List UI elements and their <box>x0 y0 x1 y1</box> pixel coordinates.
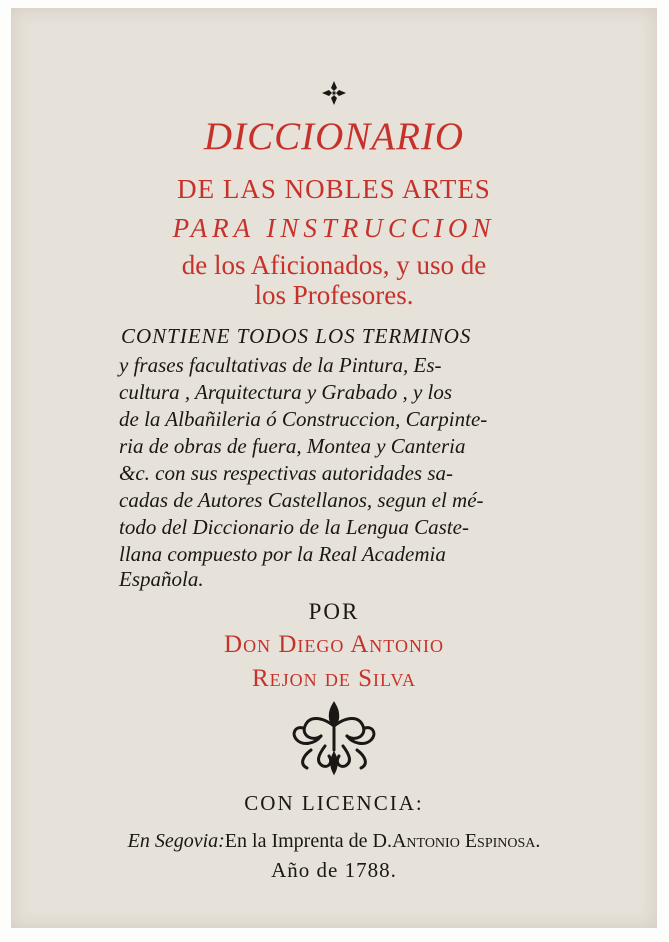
contents-line: llana compuesto por la Real Academia <box>119 542 446 566</box>
title-line-4: los Profesores. <box>254 280 414 310</box>
contents-line: y frases facultativas de la Pintura, Es- <box>119 353 442 377</box>
contents-line: todo del Diccionario de la Lengua Caste- <box>119 515 469 539</box>
contents-line: cultura , Arquitectura y Grabado , y los <box>119 380 453 404</box>
title-line-1: DE LAS NOBLES ARTES <box>177 174 491 204</box>
contents-line: ria de obras de fuera, Montea y Canteria <box>119 434 466 458</box>
cross-pattee-icon <box>11 80 657 110</box>
contents-line: de la Albañileria ó Construccion, Carpinte- <box>119 407 488 431</box>
author-line-2: Rejon de Silva <box>251 665 417 692</box>
imprint-line <box>11 830 657 853</box>
imprint-year: Año de 1788. <box>271 858 397 882</box>
contents-line: &c. con sus respectivas autoridades sa- <box>119 461 454 485</box>
imprint-printer-prefix: En la Imprenta de D. <box>224 830 392 852</box>
title-main: DICCIONARIO <box>203 115 465 158</box>
title-line-2: PARA INSTRUCCION <box>172 213 496 243</box>
contents-line: CONTIENE TODOS LOS TERMINOS <box>121 324 472 348</box>
author-line-1: Don Diego Antonio <box>224 631 444 658</box>
licence-line: CON LICENCIA: <box>244 791 424 815</box>
imprint-place: En Segovia: <box>127 830 225 852</box>
contents-line: cadas de Autores Castellanos, segun el mé- <box>119 488 484 512</box>
title-line-3: de los Aficionados, y uso de <box>181 250 487 280</box>
author-by: POR <box>308 599 360 624</box>
contents-line: Española. <box>119 567 204 591</box>
title-page <box>11 8 657 928</box>
imprint-printer-name: Antonio Espinosa. <box>391 830 541 852</box>
fleuron-ornament-icon <box>285 698 383 776</box>
